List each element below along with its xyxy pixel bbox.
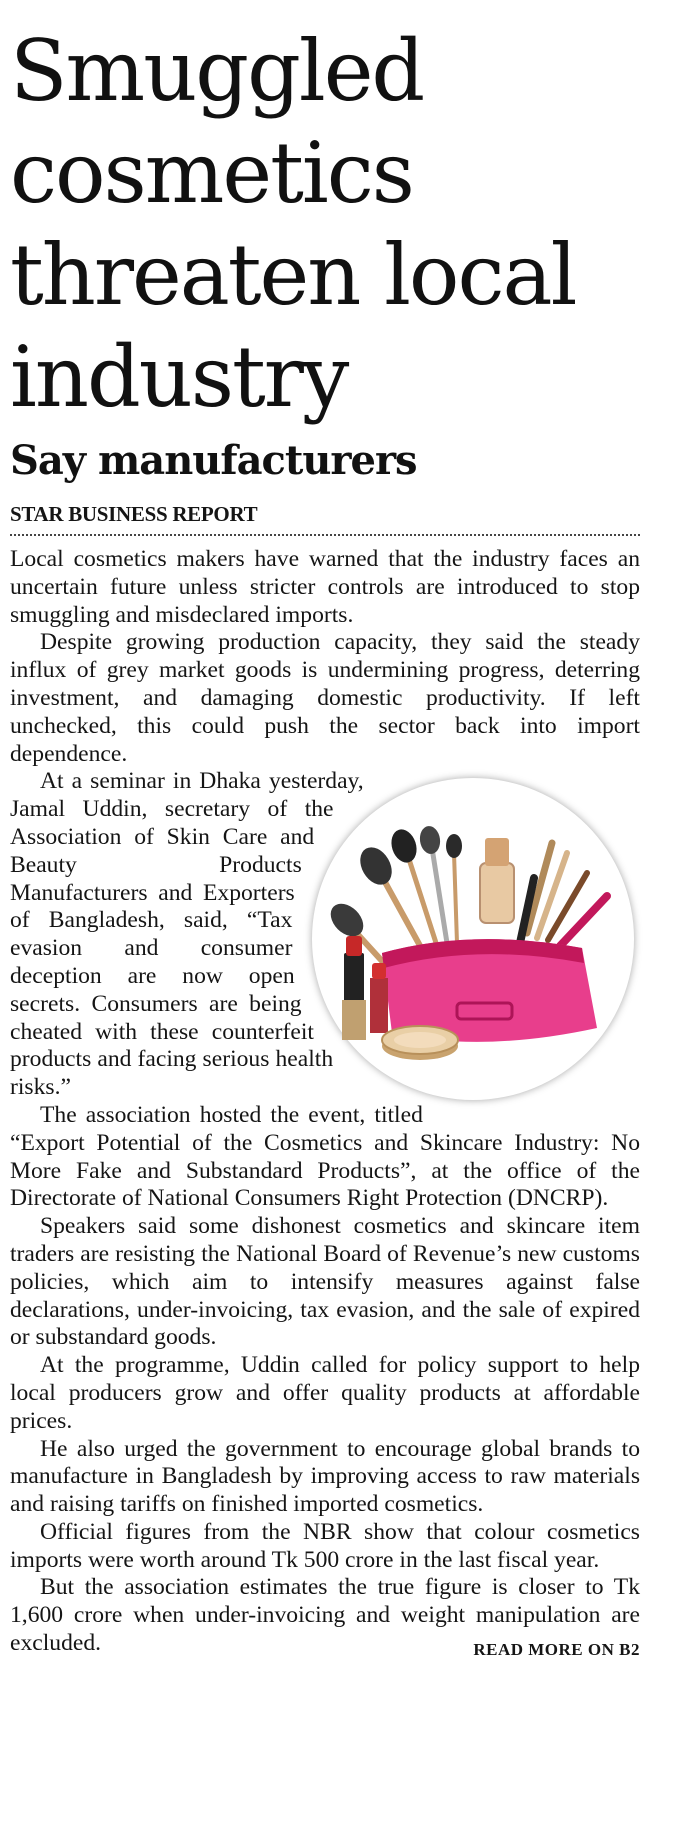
article xyxy=(10,20,640,1664)
paragraph: Local cosmetics makers have warned that the industry faces an uncertain future unless stricter controls are introduced to stop smuggling and misdeclared imports. xyxy=(10,546,640,628)
paragraph: Speakers said some dishonest cosmetics and skincare item traders are resisting the National Board of Revenue’s new customs policies, which aim to intensify measures against false declarations, under-invoicing, tax evasion, and the sale of expired or substandard goods. xyxy=(10,1213,640,1351)
headline: Smuggled cosmetics threaten local industry xyxy=(10,22,576,426)
paragraph: He also urged the government to encourage global brands to manufacture in Bangladesh by improving access to raw materials and raising tariffs on finished imported cosmetics. xyxy=(10,1435,640,1518)
subhead: Say manufacturers xyxy=(10,437,417,484)
dotted-divider xyxy=(10,534,640,536)
paragraph-text: But the association estimates the true figure is closer to Tk 1,600 crore when under-invoicing and weight manipulation are excluded. xyxy=(10,1574,640,1657)
read-more-link[interactable]: READ MORE ON B2 xyxy=(473,1640,640,1660)
paragraph: At a seminar in Dhaka yesterday, Jamal Uddin, secretary of the Association of Skin Care and Beauty Products Manufacturers and Exporters of Bangladesh, said, “Tax evasion and consumer deception are now open secrets. Consumers are being cheated with these counterfeit products and facing serious health risks.” xyxy=(10,768,364,1101)
byline: STAR BUSINESS REPORT xyxy=(10,502,258,526)
cosmetics-bag-icon xyxy=(312,778,634,1100)
cosmetics-illustration xyxy=(310,776,640,1096)
paragraph: The association hosted the event, titled “Export Potential of the Cosmetics and Skincare Industry: No More Fake and Substandard Products”, at the office of the Directorate of National Consumers Right Protection (DNCRP). xyxy=(10,1101,640,1212)
paragraph: At the programme, Uddin called for policy support to help local producers grow and offer quality products at affordable prices. xyxy=(10,1352,640,1434)
paragraph xyxy=(10,1574,640,1660)
article-body xyxy=(10,546,640,1658)
paragraph: Despite growing production capacity, they said the steady influx of grey market goods is undermining progress, deterring investment, and damaging domestic productivity. If left unchecked, this could push the sector back into import dependence. xyxy=(10,629,640,767)
paragraph: Official figures from the NBR show that colour cosmetics imports were worth around Tk 500 crore in the last fiscal year. xyxy=(10,1518,640,1573)
